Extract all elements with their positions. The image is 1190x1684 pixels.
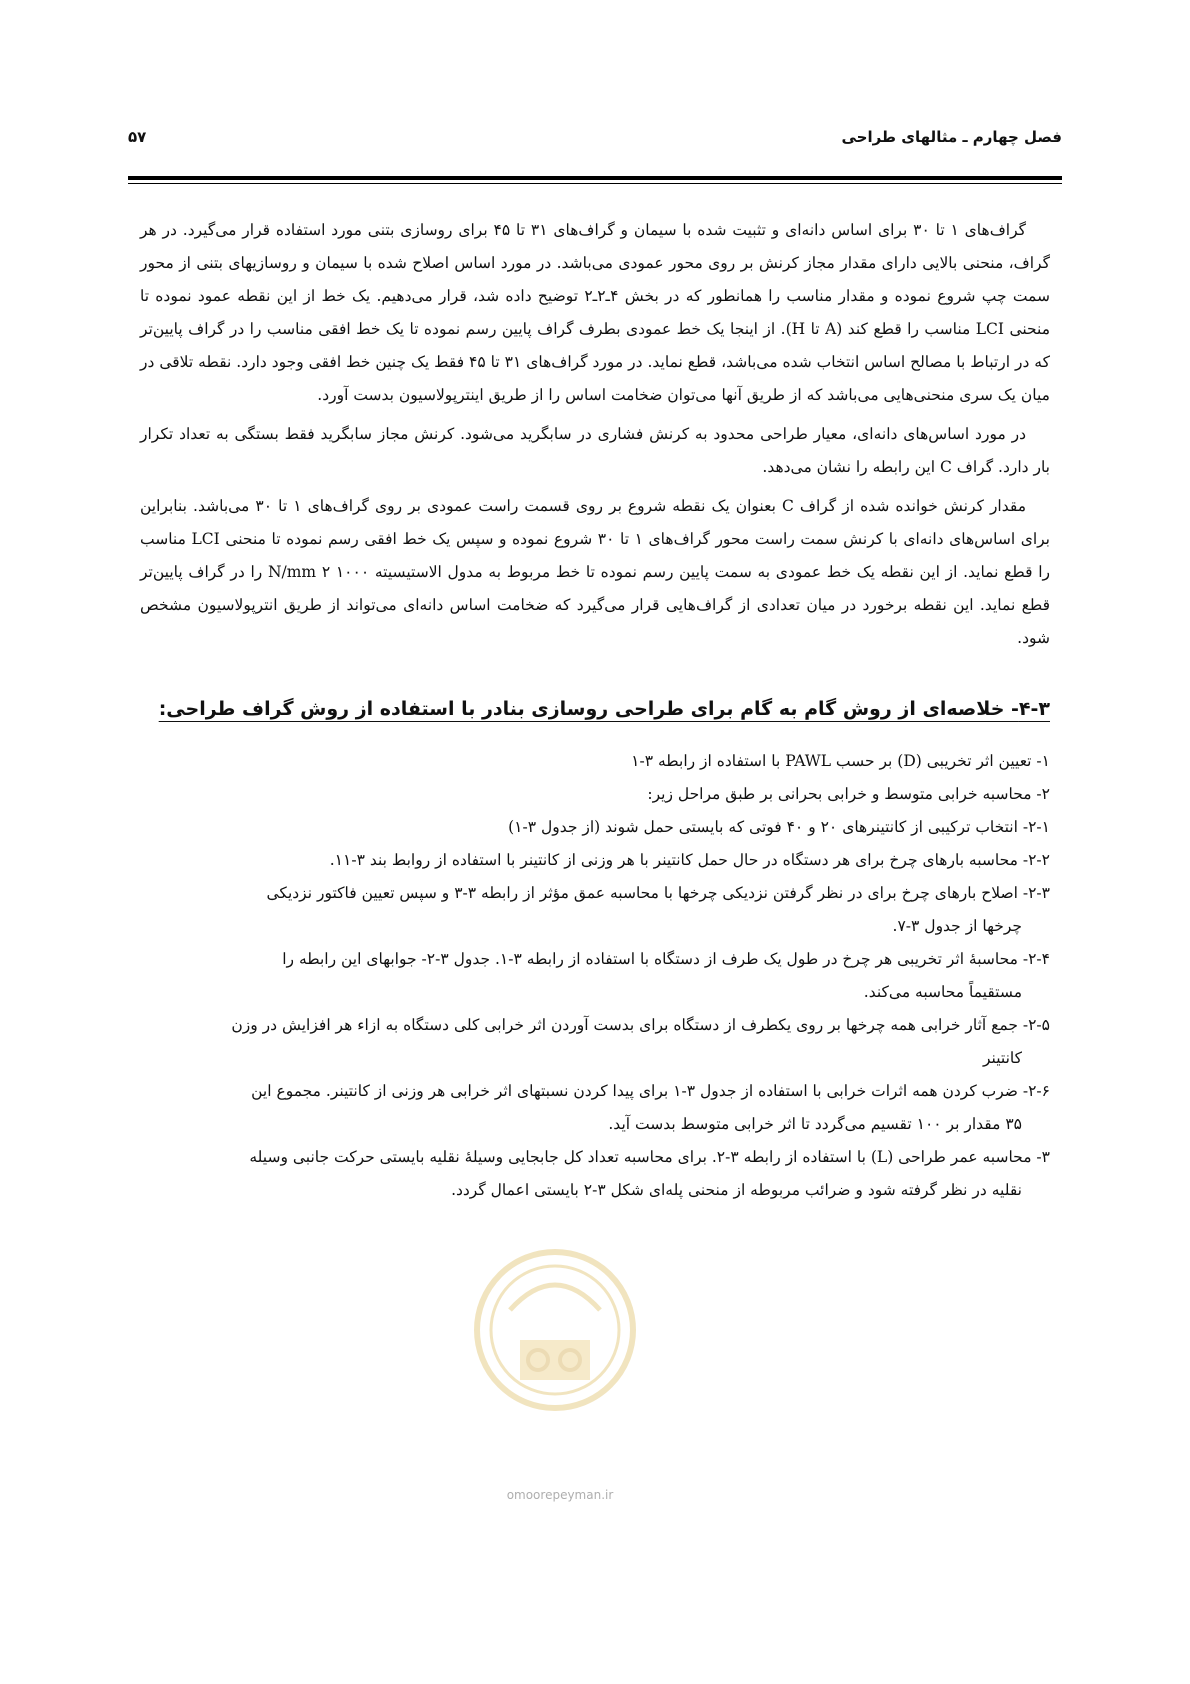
chapter-title: فصل چهارم ـ مثالهای طراحی: [841, 128, 1062, 146]
list-item: [140, 943, 1050, 1009]
section-heading: ۴-۳- خلاصه‌ای از روش گام به گام برای طراحی روسازی بنادر با استفاده از روش گراف طراحی:: [158, 698, 1050, 720]
paragraph: مقدار کرنش خوانده شده از گراف C بعنوان یک نقطه شروع بر روی قسمت راست عمودی بر روی گراف‌های ۱ تا ۳۰ می‌باشد. بنابراین برای اساس‌های دانه‌ای با کرنش سمت راست محور گراف‌های ۱ تا ۳۰ شروع نموده و سپس یک خط افقی رسم نموده تا منحنی LCI مناسب را قطع نماید. از این نقطه یک خط عمودی به سمت پایین رسم نموده تا خط مربوط به مدول الاستیسیته ۱۰۰۰ N/mm ۲ را در گراف پایین‌تر قطع نماید. این نقطه برخورد در میان تعدادی از گراف‌هایی قرار می‌گیرد که ضخامت اساس دانه‌ای می‌تواند از طریق انترپولاسیون مشخص شود.: [140, 497, 1051, 647]
watermark-logo-icon: [470, 1240, 640, 1430]
paragraph: در مورد اساس‌های دانه‌ای، معیار طراحی محدود به کرنش فشاری در سابگرید می‌شود. کرنش مجاز سابگرید فقط بستگی به تعداد تکرار بار دارد. گراف C این رابطه را نشان می‌دهد.: [140, 425, 1050, 476]
list-item: [140, 844, 1050, 877]
watermark-url: omoorepeyman.ir: [506, 1488, 614, 1502]
step-continuation: ۳۵ مقدار بر ۱۰۰ تقسیم می‌گردد تا اثر خرابی متوسط بدست آید.: [608, 1115, 1022, 1133]
page-header: [128, 128, 1062, 158]
step-continuation: کانتینر: [983, 1049, 1022, 1067]
step-text: ۲-۶- ضرب کردن همه اثرات خرابی با استفاده از جدول ۳-۱ برای پیدا کردن نسبتهای اثر خرابی هر وزنی از کانتینر. مجموع این: [251, 1082, 1050, 1100]
list-item: [140, 1141, 1050, 1207]
step-text: ۱- تعیین اثر تخریبی (D) بر حسب PAWL با استفاده از رابطه ۳-۱: [631, 752, 1050, 770]
page-number: ۵۷: [128, 128, 147, 146]
list-item: [140, 745, 1050, 778]
step-text: ۲-۱- انتخاب ترکیبی از کانتینرهای ۲۰ و ۴۰ فوتی که بایستی حمل شوند (از جدول ۳-۱): [508, 818, 1050, 836]
paragraph: گراف‌های ۱ تا ۳۰ برای اساس دانه‌ای و تثبیت شده با سیمان و گراف‌های ۳۱ تا ۴۵ برای روسازی بتنی مورد استفاده قرار می‌گیرد. در هر گراف، منحنی بالایی دارای مقدار مجاز کرنش بر روی محور عمودی می‌باشد. در مورد اساس اصلاح شده با سیمان و روسازیهای بتنی از محور سمت چپ شروع نموده و مقدار مناسب را همانطور که در بخش ۴ـ۲ـ۲ توضیح داده شد، قرار می‌دهیم. یک خط از این نقطه عمود نموده تا منحنی LCI مناسب را قطع کند (A تا H). از اینجا یک خط عمودی بطرف گراف پایین رسم نموده تا یک خط افقی مناسب را در گراف پایین‌تر که در ارتباط با مصالح اساس انتخاب شده می‌باشد، قطع نماید. در مورد گراف‌های ۳۱ تا ۴۵ فقط یک چنین خط افقی وجود دارد. نقطه تلاقی در میان یک سری منحنی‌هایی می‌باشد که از طریق آنها می‌توان ضخامت اساس را از طریق اینترپولاسیون بدست آورد.: [140, 221, 1051, 404]
page-body: [140, 214, 1050, 1207]
step-text: ۲-۴- محاسبهٔ اثر تخریبی هر چرخ در طول یک طرف از دستگاه با استفاده از رابطه ۳-۱. جدول ۳-۲- جوابهای این رابطه را: [282, 950, 1050, 968]
step-continuation: نقلیه در نظر گرفته شود و ضرائب مربوطه از منحنی پله‌ای شکل ۳-۲ بایستی اعمال گردد.: [451, 1181, 1022, 1199]
step-text: ۲-۵- جمع آثار خرابی همه چرخها بر روی یکطرف از دستگاه برای بدست آوردن اثر خرابی کلی دستگاه به ازاء هر افزایش در وزن: [231, 1016, 1050, 1034]
step-text: ۲-۲- محاسبه بارهای چرخ برای هر دستگاه در حال حمل کانتینر با هر وزنی از کانتینر با استفاده از روابط بند ۳-۱۱.: [329, 851, 1050, 869]
list-item: [140, 811, 1050, 844]
list-item: [140, 877, 1050, 943]
step-continuation: چرخها از جدول ۳-۷.: [892, 917, 1022, 935]
list-item: [140, 1075, 1050, 1141]
list-item: [140, 1009, 1050, 1075]
header-rule-thick: [128, 176, 1062, 180]
step-text: ۲-۳- اصلاح بارهای چرخ برای در نظر گرفتن نزدیکی چرخها با محاسبه عمق مؤثر از رابطه ۳-۳ و سپس تعیین فاکتور نزدیکی: [266, 884, 1050, 902]
step-text: ۳- محاسبه عمر طراحی (L) با استفاده از رابطه ۳-۲. برای محاسبه تعداد کل جابجایی وسیلهٔ نقلیه بایستی حرکت جانبی وسیله: [249, 1148, 1050, 1166]
step-text: ۲- محاسبه خرابی متوسط و خرابی بحرانی بر طبق مراحل زیر:: [647, 785, 1050, 803]
list-item: [140, 778, 1050, 811]
step-continuation: مستقیماً محاسبه می‌کند.: [863, 983, 1022, 1001]
header-rule-thin: [128, 183, 1062, 184]
